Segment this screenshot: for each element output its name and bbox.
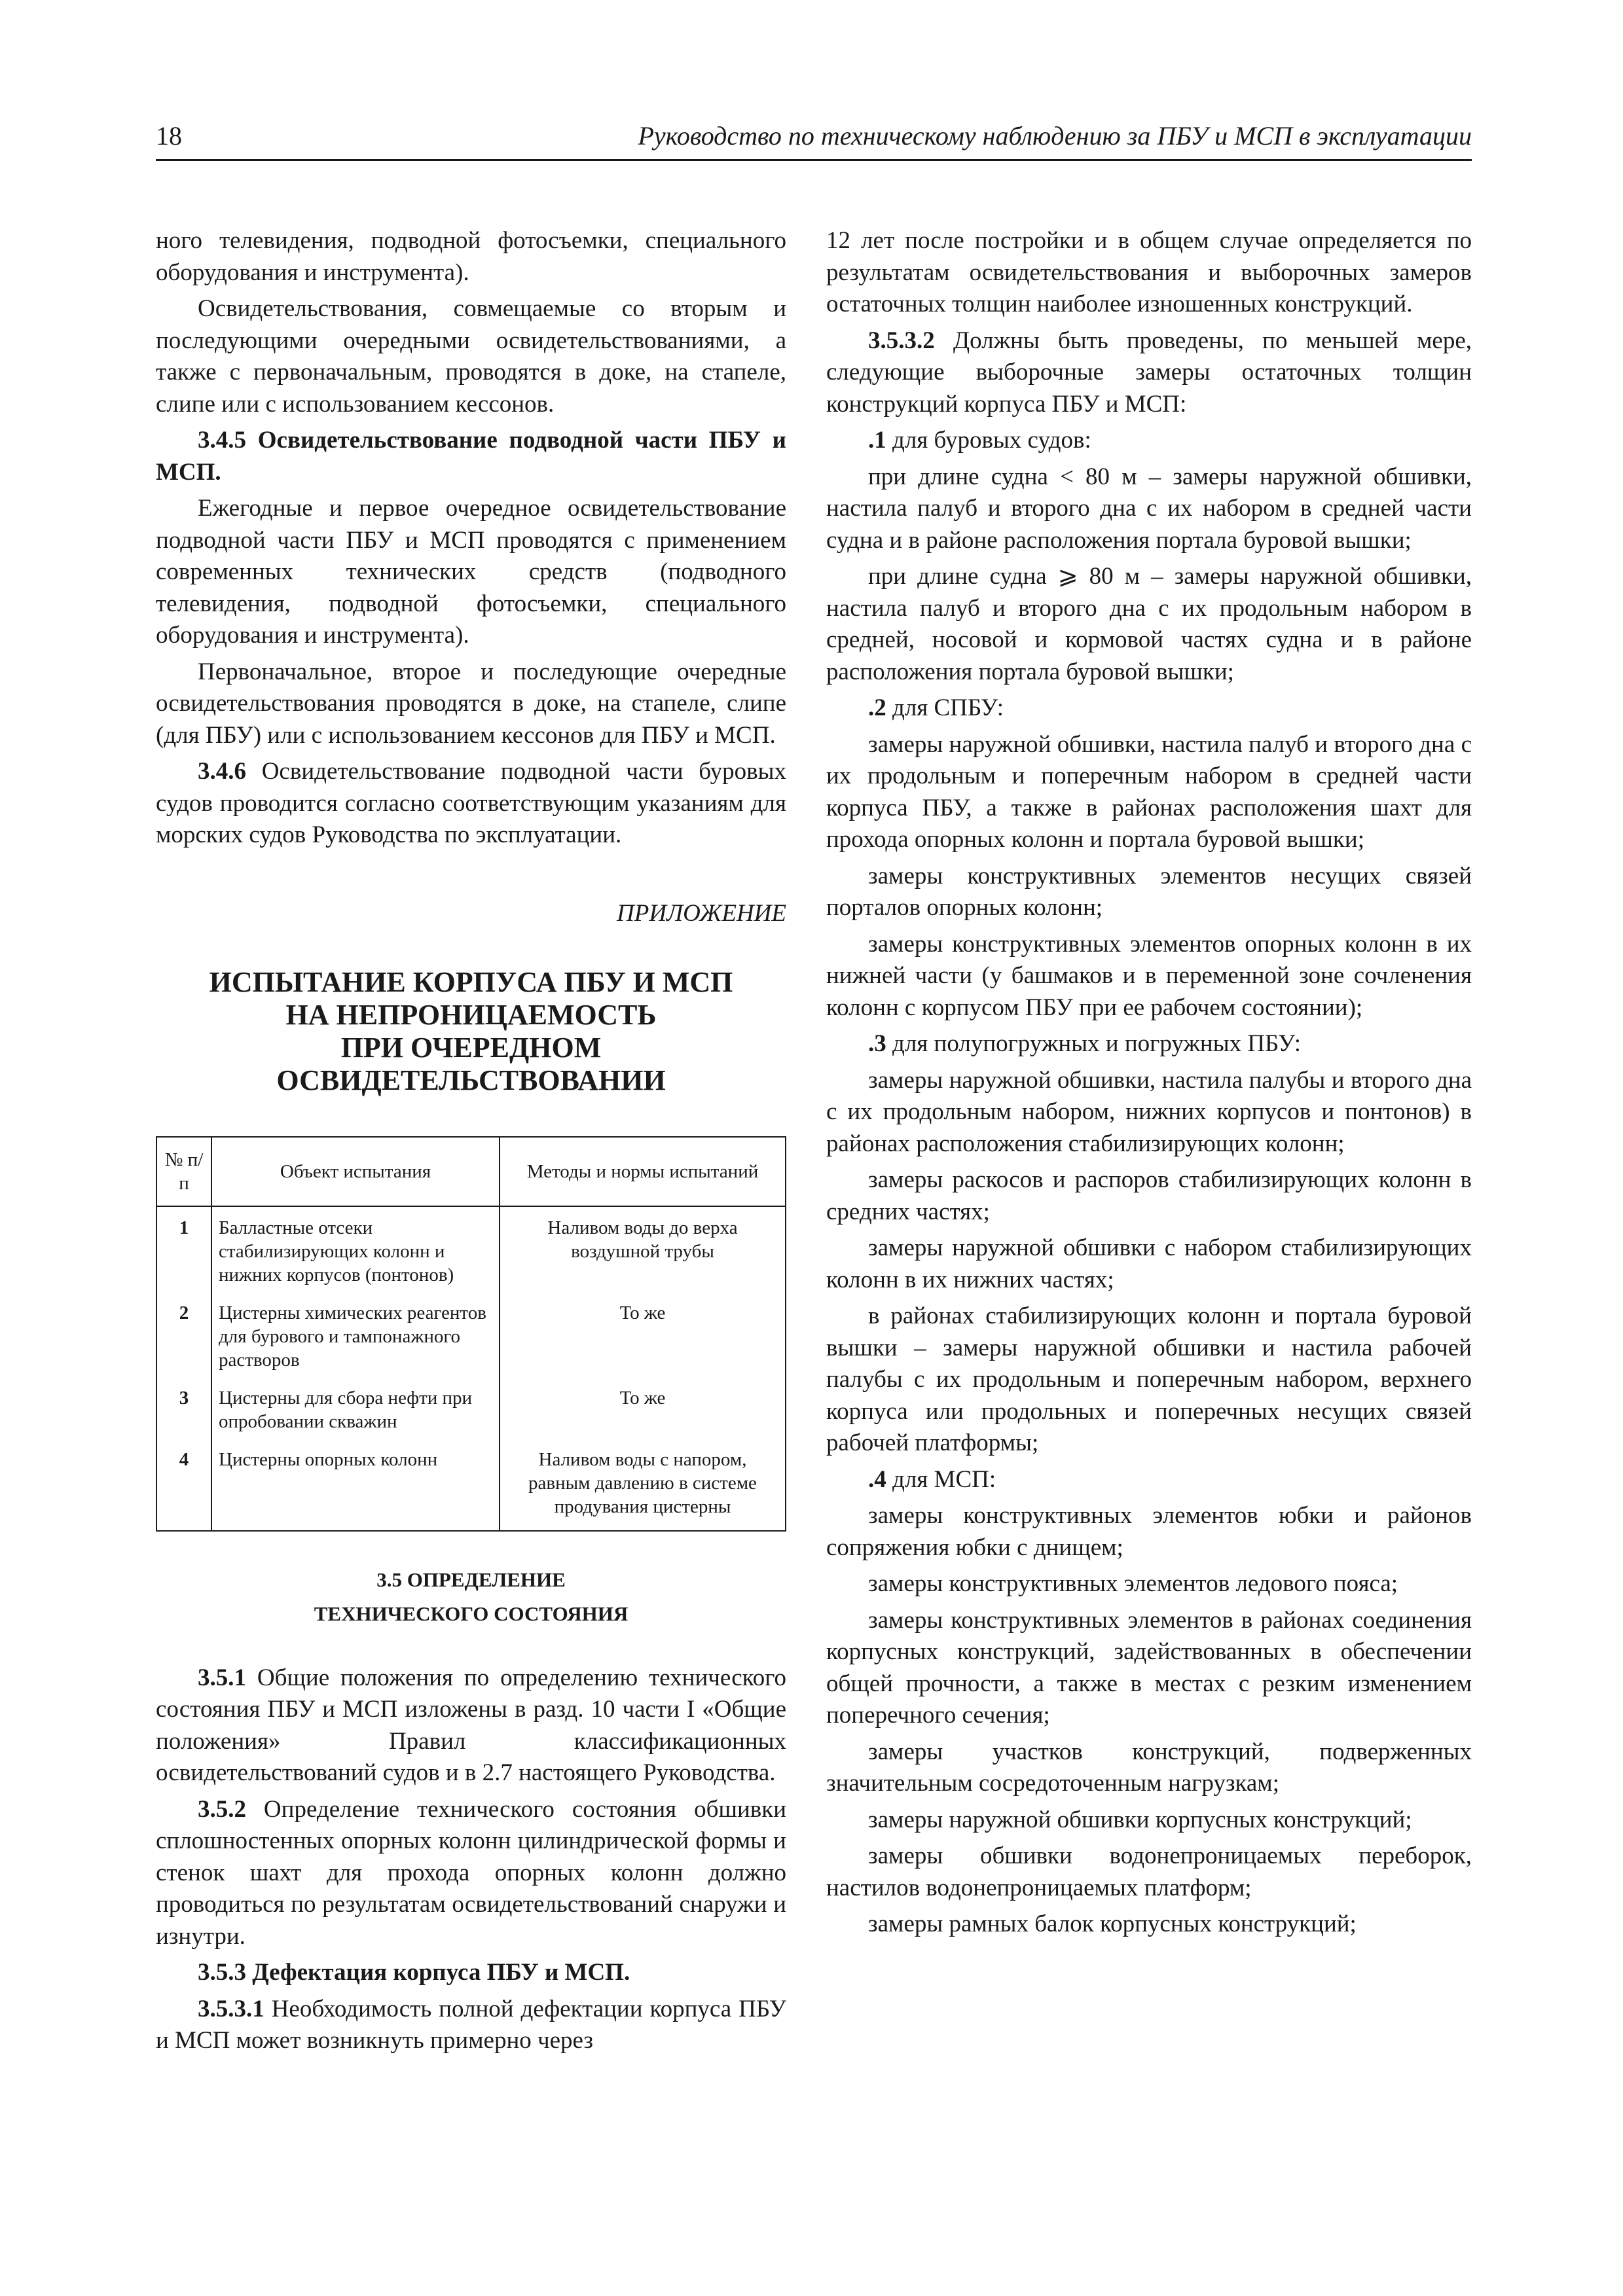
list-item: замеры наружной обшивки с набором стабилизирующих колонн в их нижних частях; — [826, 1234, 1472, 1293]
section-heading-line: ТЕХНИЧЕСКОГО СОСТОЯНИЯ — [314, 1602, 629, 1625]
column-header-method: Методы и нормы испытаний — [500, 1137, 786, 1206]
section-text: Общие положения по определению технического состояния ПБУ и МСП изложены в разд. 10 части I «Общие положения» Правил классификационных освидетельствований судов и в 2.7 настоящего Руководства. — [156, 1664, 786, 1786]
paragraph: Ежегодные и первое очередное освидетельствование подводной части ПБУ и МСП проводятся с применением современных технических средств (подводного телевидения, подводной фотосъемки, специального оборудования и инструмента). — [156, 495, 786, 649]
appendix-title-line: ПРИ ОЧЕРЕДНОМ — [340, 1031, 602, 1064]
appendix-title-line: ОСВИДЕТЕЛЬСТВОВАНИИ — [276, 1064, 666, 1096]
list-item: замеры конструктивных элементов в районах соединения корпусных конструкций, задействованных в обеспечении общей прочности, а также в местах с резким изменением поперечного сечения; — [826, 1606, 1472, 1729]
section-3-5-2 — [156, 1794, 786, 1953]
page-number: 18 — [156, 121, 182, 151]
row-object: Цистерны для сбора нефти при опробовании скважин — [211, 1384, 500, 1445]
appendix-label: ПРИЛОЖЕНИЕ — [617, 899, 786, 927]
section-3-5-3-1 — [156, 1994, 786, 2057]
list-item: замеры обшивки водонепроницаемых переборок, настилов водонепроницаемых платформ; — [826, 1842, 1472, 1901]
section-text: Определение технического состояния обшивки сплошностенных опорных колонн цилиндрической формы и стенок шахт для прохода опорных колонн должно проводиться по результатам освидетельствований снаружи и изнутри. — [156, 1795, 786, 1950]
section-number: 3.5.3.2 — [868, 327, 935, 354]
section-text: Освидетельствование подводной части буровых судов проводится согласно соответствующим указаниям для морских судов Руководства по эксплуатации. — [156, 758, 786, 848]
list-item: при длине судна < 80 м – замеры наружной обшивки, настила палуб и второго дна с их набором в средней части судна и в районе расположения портала буровой вышки; — [826, 463, 1472, 554]
row-method: То же — [500, 1384, 786, 1445]
item-title: для СПБУ: — [886, 694, 1004, 721]
item-number: .4 — [868, 1465, 886, 1493]
list-item: в районах стабилизирующих колонн и портала буровой вышки – замеры наружной обшивки и настила рабочей палубы с их продольным и поперечным набором, верхнего корпуса или продольных и поперечных несущих связей рабочей платформы; — [826, 1302, 1472, 1456]
row-object: Цистерны химических реагентов для бурового и тампонажного растворов — [211, 1299, 500, 1384]
item-number: .1 — [868, 427, 886, 454]
list-item: замеры раскосов и распоров стабилизирующих колонн в средних частях; — [826, 1166, 1472, 1225]
row-method: Наливом воды до верха воздушной трубы — [500, 1206, 786, 1299]
row-method: То же — [500, 1299, 786, 1384]
item-title: для МСП: — [886, 1465, 996, 1493]
section-number: 3.5.1 — [198, 1664, 246, 1691]
page-header — [156, 118, 1472, 161]
running-title: Руководство по техническому наблюдению за ПБУ и МСП в эксплуатации — [638, 121, 1472, 151]
column-header-object: Объект испытания — [211, 1137, 500, 1206]
item-number: .3 — [868, 1030, 886, 1057]
paragraph: ного телевидения, подводной фотосъемки, специального оборудования и инструмента). — [156, 227, 786, 286]
section-number: 3.5.3.1 — [198, 1995, 264, 2022]
table-row — [156, 1445, 786, 1531]
section-3-4-5-heading — [156, 425, 786, 488]
section-3-5-3-2 — [826, 325, 1472, 421]
section-title: 3.5.3 Дефектация корпуса ПБУ и МСП. — [198, 1959, 630, 1986]
row-number: 4 — [156, 1445, 211, 1531]
row-number: 1 — [156, 1206, 211, 1299]
section-3-4-6 — [156, 756, 786, 852]
left-column — [156, 225, 786, 2062]
section-number: 3.4.5 — [198, 427, 246, 454]
list-item: при длине судна ⩾ 80 м – замеры наружной обшивки, настила палуб и второго дна с их продольным набором в средней, носовой и кормовой частях судна и в районе расположения портала буровой вышки; — [826, 563, 1472, 685]
list-item: замеры наружной обшивки корпусных конструкций; — [868, 1806, 1412, 1833]
section-3-5-3-heading — [156, 1957, 786, 1989]
row-object: Цистерны опорных колонн — [211, 1445, 500, 1531]
column-header-number: № п/п — [156, 1137, 211, 1206]
item-title: для полупогружных и погружных ПБУ: — [886, 1030, 1302, 1057]
list-item: замеры конструктивных элементов ледового пояса; — [868, 1570, 1398, 1597]
table-row — [156, 1206, 786, 1299]
table-row — [156, 1384, 786, 1445]
table-header-row — [156, 1137, 786, 1206]
section-3-5-heading — [156, 1563, 786, 1631]
row-method: Наливом воды с напором, равным давлению в системе продувания цистерны — [500, 1445, 786, 1531]
paragraph: 12 лет после постройки и в общем случае определяется по результатам освидетельствования и выборочных замеров остаточных толщин наиболее изношенных конструкций. — [826, 227, 1472, 317]
list-item: замеры рамных балок корпусных конструкций; — [868, 1910, 1357, 1937]
row-object: Балластные отсеки стабилизирующих колонн и нижних корпусов (понтонов) — [211, 1206, 500, 1299]
section-number: 3.4.6 — [198, 758, 246, 785]
list-item-heading — [826, 1464, 1472, 1496]
list-item-heading — [826, 1028, 1472, 1060]
right-column — [826, 225, 1472, 1945]
list-item: замеры наружной обшивки, настила палуб и второго дна с их продольным и поперечным набором в средней части корпуса ПБУ, а также в районах расположения шахт для прохода опорных колонн и портала буровой вышки; — [826, 730, 1472, 853]
section-text: Должны быть проведены, по меньшей мере, следующие выборочные замеры остаточных толщин конструкций корпуса ПБУ и МСП: — [826, 327, 1472, 418]
paragraph: Первоначальное, второе и последующие очередные освидетельствования проводятся в доке, на стапеле, слипе (для ПБУ) или с использованием кессонов для ПБУ и МСП. — [156, 658, 786, 749]
table-row — [156, 1299, 786, 1384]
section-number: 3.5.2 — [198, 1795, 246, 1823]
row-number: 2 — [156, 1299, 211, 1384]
section-heading-line: 3.5 ОПРЕДЕЛЕНИЕ — [376, 1568, 566, 1591]
list-item: замеры конструктивных элементов опорных колонн в их нижней части (у башмаков и в переменной зоне сочленения колонн с корпусом ПБУ при ее рабочем состоянии); — [826, 930, 1472, 1021]
item-title: для буровых судов: — [886, 427, 1091, 454]
list-item-heading — [826, 692, 1472, 725]
list-item: замеры конструктивных элементов юбки и районов сопряжения юбки с днищем; — [826, 1502, 1472, 1561]
inspection-table — [156, 1136, 786, 1532]
appendix-title-line: НА НЕПРОНИЦАЕМОСТЬ — [285, 998, 657, 1031]
section-3-5-1 — [156, 1662, 786, 1789]
item-number: .2 — [868, 694, 886, 721]
appendix-title — [156, 966, 786, 1097]
list-item-heading — [826, 425, 1472, 457]
list-item: замеры наружной обшивки, настила палубы и второго дна с их продольным набором, нижних корпусов и понтонов) в районах расположения стабилизирующих колонн; — [826, 1066, 1472, 1157]
list-item: замеры конструктивных элементов несущих связей порталов опорных колонн; — [826, 862, 1472, 921]
row-number: 3 — [156, 1384, 211, 1445]
appendix-title-line: ИСПЫТАНИЕ КОРПУСА ПБУ И МСП — [209, 965, 733, 998]
section-title: Освидетельствование подводной части ПБУ и МСП. — [156, 427, 786, 486]
paragraph: Освидетельствования, совмещаемые со вторым и последующими очередными освидетельствованиями, а также с первоначальным, проводятся в доке, на стапеле, слипе или с использованием кессонов. — [156, 295, 786, 418]
list-item: замеры участков конструкций, подверженных значительным сосредоточенным нагрузкам; — [826, 1738, 1472, 1797]
section-text: Необходимость полной дефектации корпуса ПБУ и МСП может возникнуть примерно через — [156, 1995, 786, 2054]
